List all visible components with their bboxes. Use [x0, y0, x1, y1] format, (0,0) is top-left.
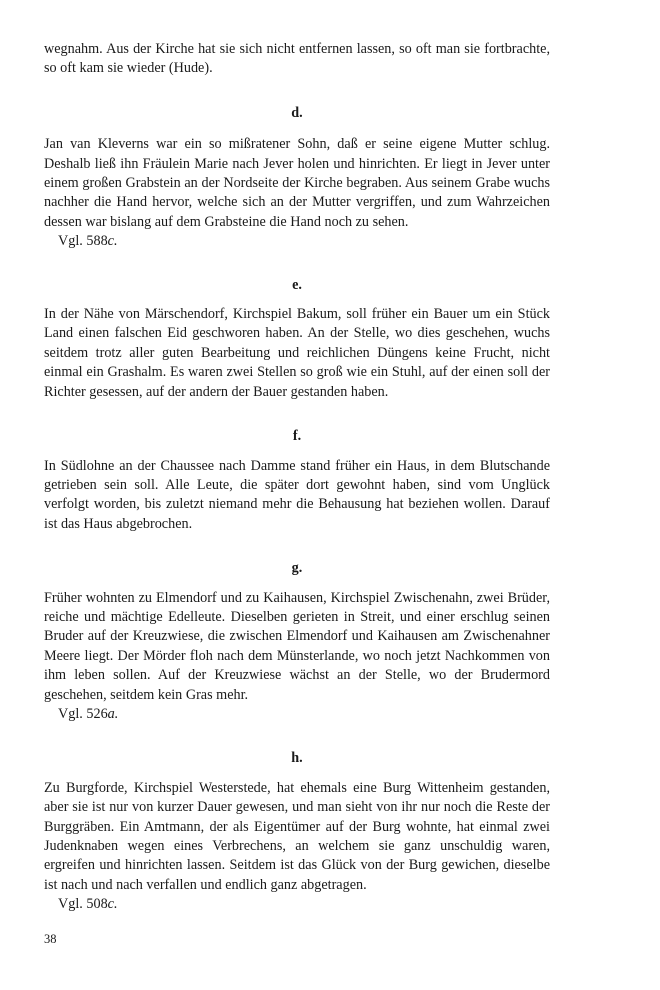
section-reference-h — [44, 895, 550, 914]
reference-suffix: c. — [107, 896, 118, 913]
section-text-e: In der Nähe von Märschendorf, Kirchspiel Bakum, soll früher ein Bauer um ein Stück Land einen falschen Eid geschworen haben. An der Stelle, wo dies geschehen, wuchs seitdem trotz aller guten Bearbeitung und reichlichen Düngens keine Frucht, nicht einmal ein Grashalm. Es waren zwei Stellen so groß wie ein Stuhl, auf der einen soll der Richter gesessen, auf der andern der Bauer gestanden haben. — [44, 306, 550, 400]
section-text-f: In Südlohne an der Chaussee nach Damme stand früher ein Haus, in dem Blutschande getrieben sein soll. Alle Leute, die später dort gewohnt haben, sind vom Unglück verfolgt worden, bis zuletzt niemand mehr die Behausung hat beziehen wollen. Darauf ist das Haus abgebrochen. — [44, 457, 550, 532]
reference-prefix: Vgl. 508 — [58, 896, 108, 913]
page-body — [44, 40, 550, 915]
section-heading-d: d. — [291, 104, 303, 121]
section-text-d: Jan van Kleverns war ein so mißratener Sohn, daß er seine eigene Mutter schlug. Deshalb ließ ihn Fräulein Marie nach Jever holen und hinrichten. Er liegt in Jever unter einem großen Grabstein an der Nordseite der Kirche begraben. Aus seinem Grabe wuchs nachher die Hand hervor, welche sich an der Mutter vergriffen, und zum Wahrzeichen dessen war bislang auf dem Grabsteine die Hand noch zu sehen. — [44, 136, 550, 230]
section-text-h: Zu Burgforde, Kirchspiel Westerstede, hat ehemals eine Burg Wittenheim gestanden, aber sie ist nur von kurzer Dauer gewesen, und man sieht von ihr nur noch die Reste der Burggräben. Ein Amtmann, der als Eigentümer auf der Burg wohnte, hat einmal zwei Judenknaben wegen eines Verbrechens, an welchem sie ganz unschuldig waren, ergreifen und hinrichten lassen. Seitdem ist das Glück von der Burg gewichen, dieselbe ist nach und nach verfallen und endlich ganz abgetragen. — [44, 779, 550, 893]
section-heading-f: f. — [292, 428, 302, 445]
reference-suffix: c. — [107, 233, 118, 250]
section-reference-d — [44, 232, 550, 251]
section-reference-g — [44, 705, 550, 724]
reference-suffix: a. — [107, 705, 119, 722]
reference-prefix: Vgl. 526 — [58, 705, 108, 722]
section-heading-e: e. — [292, 276, 302, 293]
section-text-g: Früher wohnten zu Elmendorf und zu Kaihausen, Kirchspiel Zwischenahn, zwei Brüder, reiche und mächtige Edelleute. Dieselben gerieten in Streit, und einer erschlug seinen Bruder auf der Kreuzwiese, die zwischen Elmendorf und Kaihausen am Zwischenahner Meere liegt. Der Mörder floh nach dem Münsterlande, wo noch jetzt Nachkommen von ihm leben sollen. Auf der Kreuzwiese wächst an der Stelle, wo der Brudermord geschehen, seitdem kein Gras mehr. — [44, 589, 550, 703]
page-number: 38 — [44, 932, 57, 946]
section-heading-g: g. — [291, 560, 303, 577]
reference-prefix: Vgl. 588 — [58, 233, 108, 250]
intro-paragraph: wegnahm. Aus der Kirche hat sie sich nicht entfernen lassen, so oft man sie fortbrachte, so oft kam sie wieder (Hude). — [44, 41, 550, 77]
section-heading-h: h. — [291, 750, 303, 767]
